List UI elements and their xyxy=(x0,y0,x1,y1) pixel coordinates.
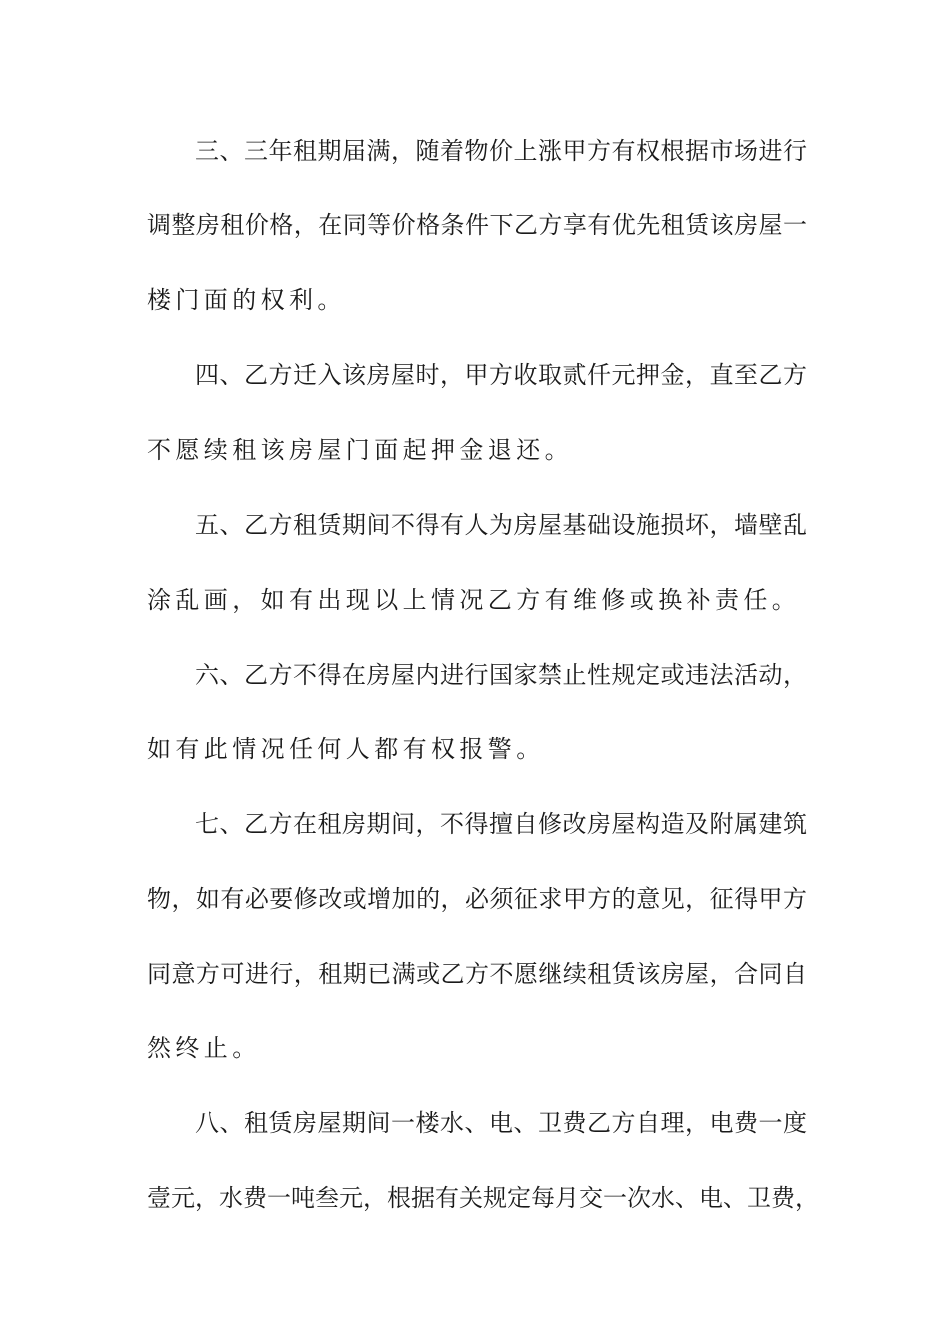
clause-7-line-4: 然终止。 xyxy=(147,1034,261,1062)
clause-5-line-2: 涂乱画，如有出现以上情况乙方有维修或换补责任。 xyxy=(147,586,801,614)
clause-4-line-2: 不愿续租该房屋门面起押金退还。 xyxy=(147,436,573,464)
clause-4-line-1: 四、乙方迁入该房屋时，甲方收取贰仟元押金，直至乙方 xyxy=(195,361,807,389)
clause-5-line-1: 五、乙方租赁期间不得有人为房屋基础设施损坏，墙壁乱 xyxy=(195,511,807,539)
clause-8-line-1: 八、租赁房屋期间一楼水、电、卫费乙方自理，电费一度 xyxy=(195,1109,807,1137)
clause-6-line-2: 如有此情况任何人都有权报警。 xyxy=(147,735,545,763)
clause-7-line-3: 同意方可进行，租期已满或乙方不愿继续租赁该房屋，合同自 xyxy=(147,960,807,988)
clause-8-line-2: 壹元，水费一吨叁元，根据有关规定每月交一次水、电、卫费， xyxy=(147,1184,819,1212)
clause-3-line-3: 楼门面的权利。 xyxy=(147,286,346,314)
clause-7-line-1: 七、乙方在租房期间，不得擅自修改房屋构造及附属建筑 xyxy=(195,810,807,838)
clause-3-line-2: 调整房租价格，在同等价格条件下乙方享有优先租赁该房屋一 xyxy=(147,211,807,239)
clause-3-line-1: 三、三年租期届满，随着物价上涨甲方有权根据市场进行 xyxy=(195,137,807,165)
clause-6-line-1: 六、乙方不得在房屋内进行国家禁止性规定或违法活动， xyxy=(195,661,807,689)
clause-7-line-2: 物，如有必要修改或增加的，必须征求甲方的意见，征得甲方 xyxy=(147,885,807,913)
